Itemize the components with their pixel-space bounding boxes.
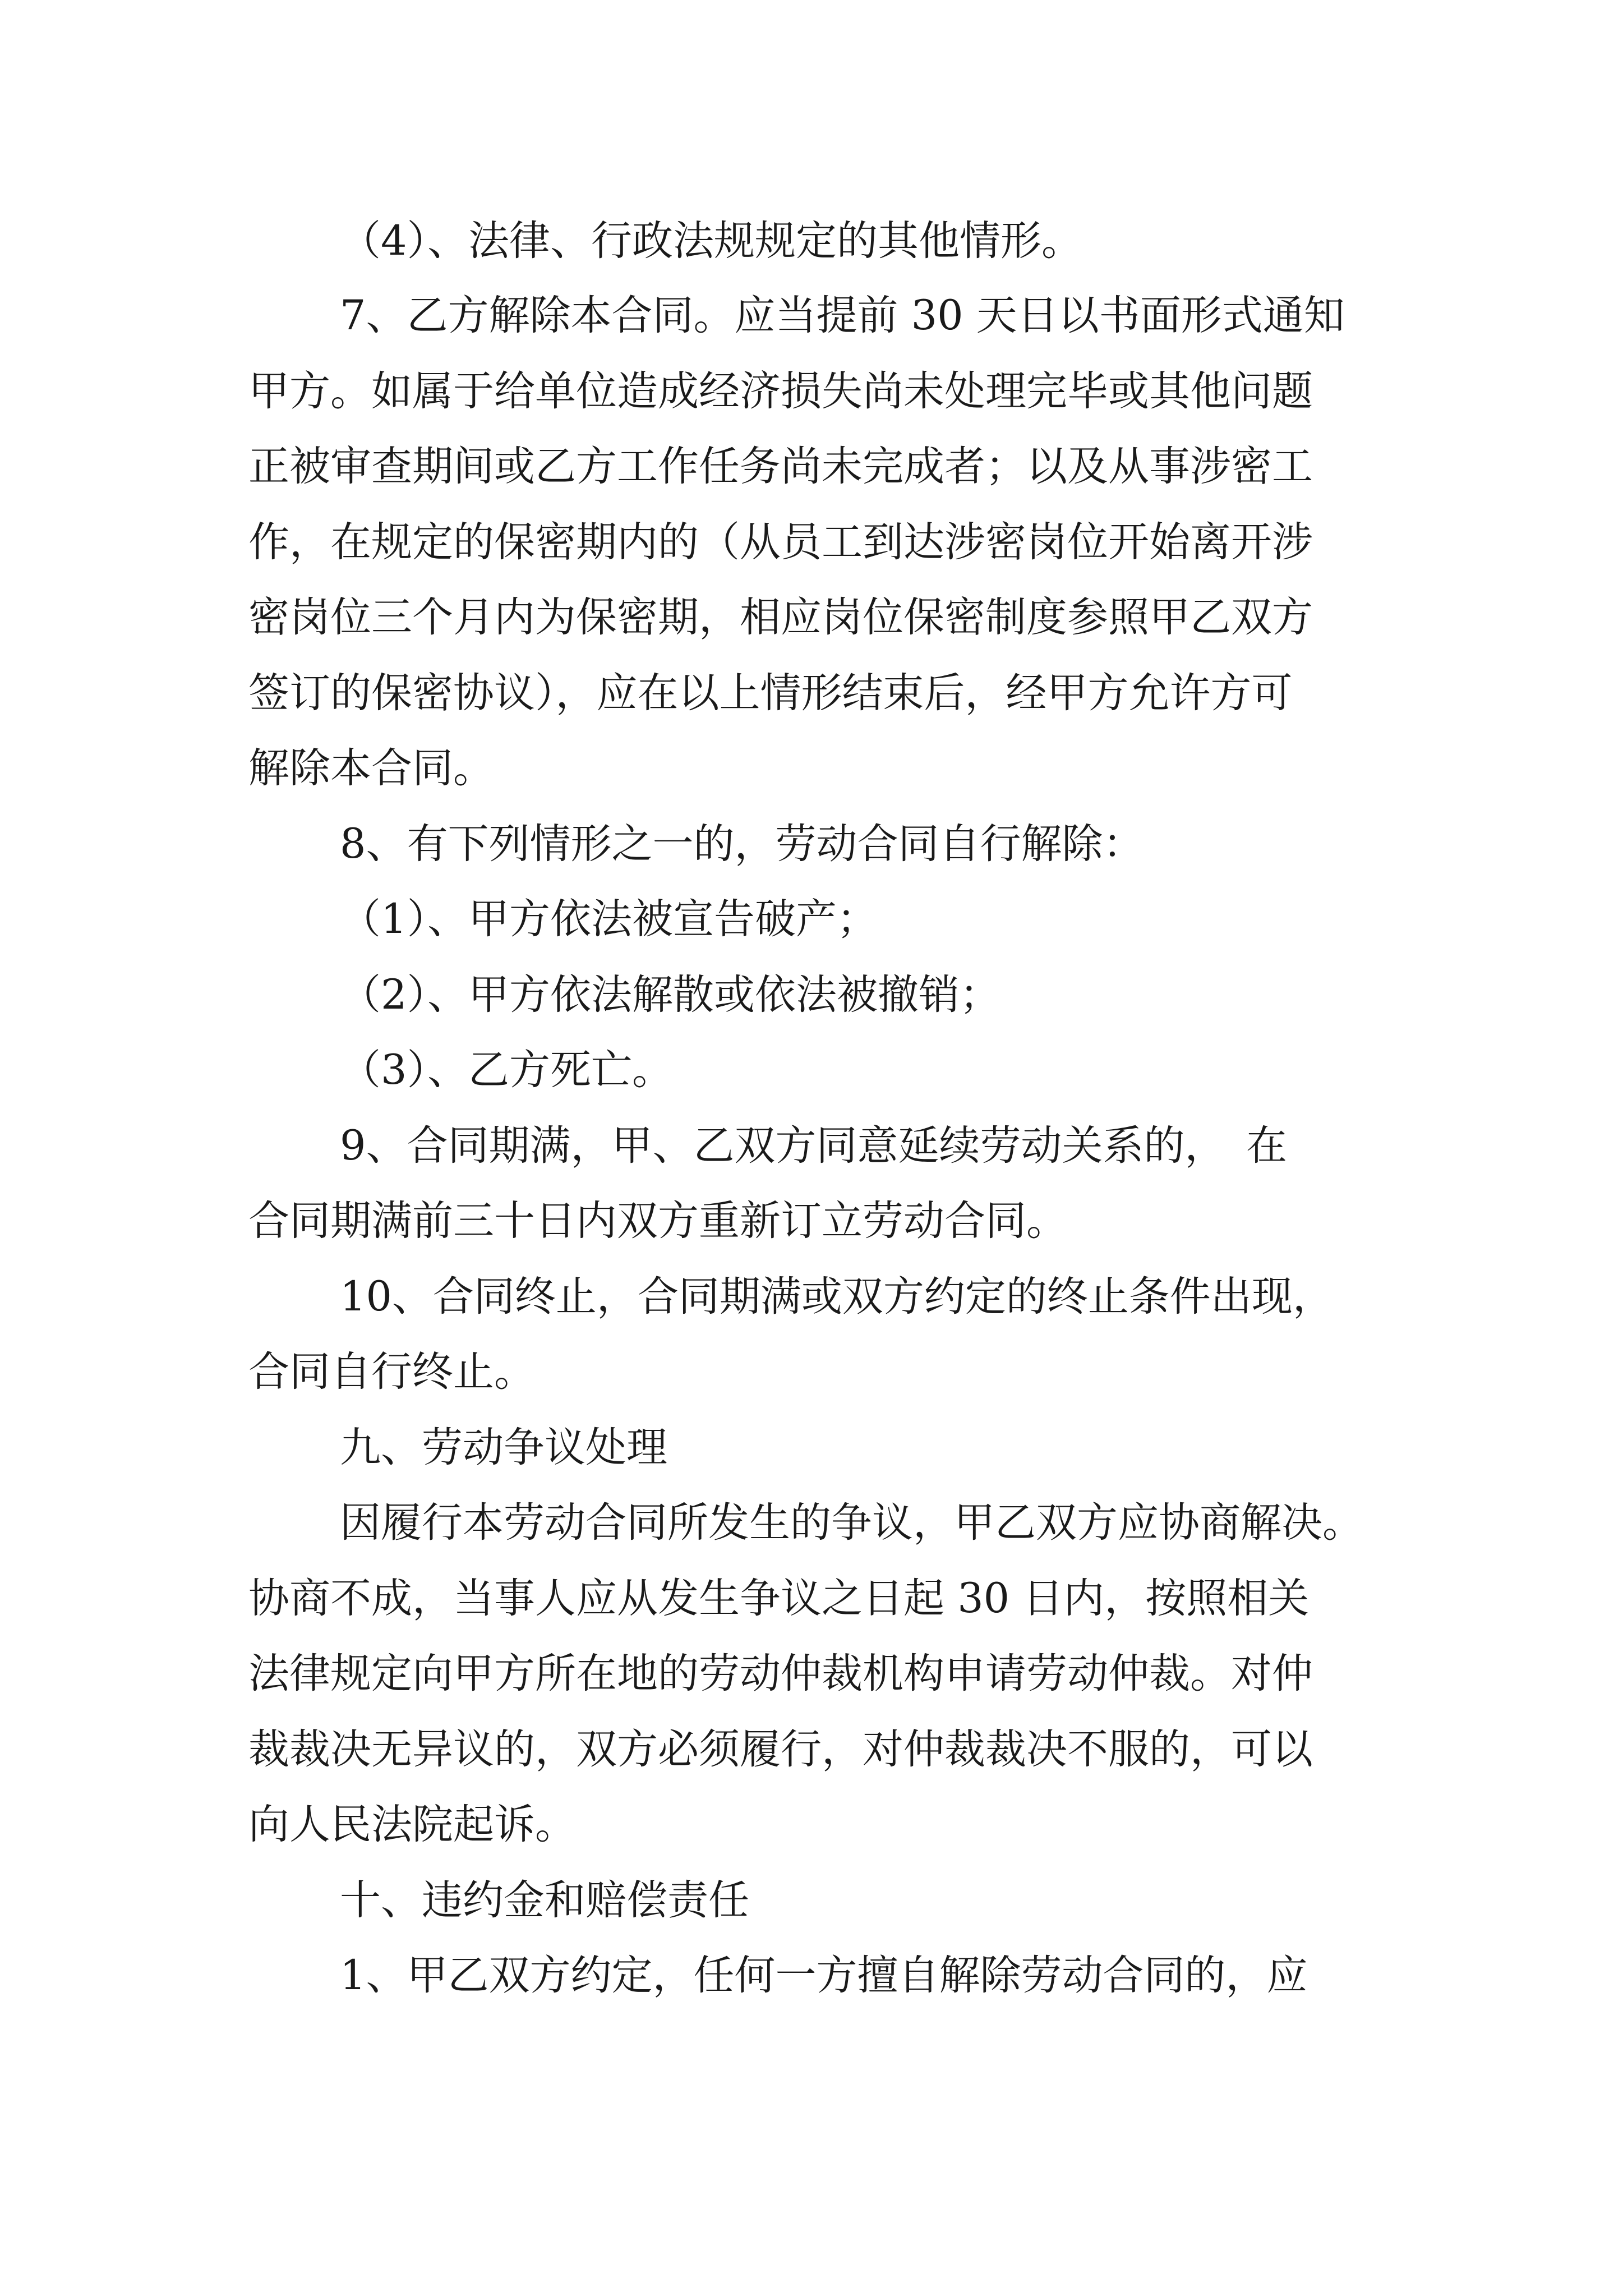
text-line: 因履行本劳动合同所发生的争议，甲乙双方应协商解决。 xyxy=(340,1499,1363,1547)
text-line: 7、乙方解除本合同。应当提前 30 天日以书面形式通知 xyxy=(340,292,1345,339)
text-line: 10、合同终止，合同期满或双方约定的终止条件出现， xyxy=(340,1273,1334,1320)
text-line: 8、有下列情形之一的，劳动合同自行解除： xyxy=(340,820,1144,868)
text-line: 1、甲乙双方约定，任何一方擅自解除劳动合同的，应 xyxy=(340,1952,1308,1999)
text-line: 合同期满前三十日内双方重新订立劳动合同。 xyxy=(248,1197,1067,1245)
text-line: 向人民法院起诉。 xyxy=(248,1801,576,1848)
text-line: （2）、甲方依法解散或依法被撤销； xyxy=(340,971,1000,1019)
text-line: （1）、甲方依法被宣告破产； xyxy=(340,895,878,943)
text-line: 合同自行终止。 xyxy=(248,1348,535,1396)
text-line: 裁裁决无异议的，双方必须履行，对仲裁裁决不服的，可以 xyxy=(248,1726,1313,1773)
text-line: 九、劳动争议处理 xyxy=(340,1424,667,1471)
text-line: 作，在规定的保密期内的（从员工到达涉密岗位开始离开涉 xyxy=(248,518,1313,566)
text-line: 密岗位三个月内为保密期，相应岗位保密制度参照甲乙双方 xyxy=(248,593,1313,641)
text-line: （4）、法律、行政法规规定的其他情形。 xyxy=(340,217,1082,265)
text-line: 签订的保密协议），应在以上情形结束后，经甲方允许方可 xyxy=(248,669,1293,717)
text-line: （3）、乙方死亡。 xyxy=(340,1046,673,1094)
text-line: 法律规定向甲方所在地的劳动仲裁机构申请劳动仲裁。对仲 xyxy=(248,1650,1313,1697)
text-line: 协商不成，当事人应从发生争议之日起 30 日内，按照相关 xyxy=(248,1575,1310,1622)
text-line: 甲方。如属于给单位造成经济损失尚未处理完毕或其他问题 xyxy=(248,367,1313,415)
text-line: 9、合同期满，甲、乙双方同意延续劳动关系的， 在 xyxy=(340,1122,1287,1170)
text-line: 十、违约金和赔偿责任 xyxy=(340,1876,749,1924)
text-line: 正被审查期间或乙方工作任务尚未完成者；以及从事涉密工 xyxy=(248,443,1313,490)
text-line: 解除本合同。 xyxy=(248,744,494,792)
